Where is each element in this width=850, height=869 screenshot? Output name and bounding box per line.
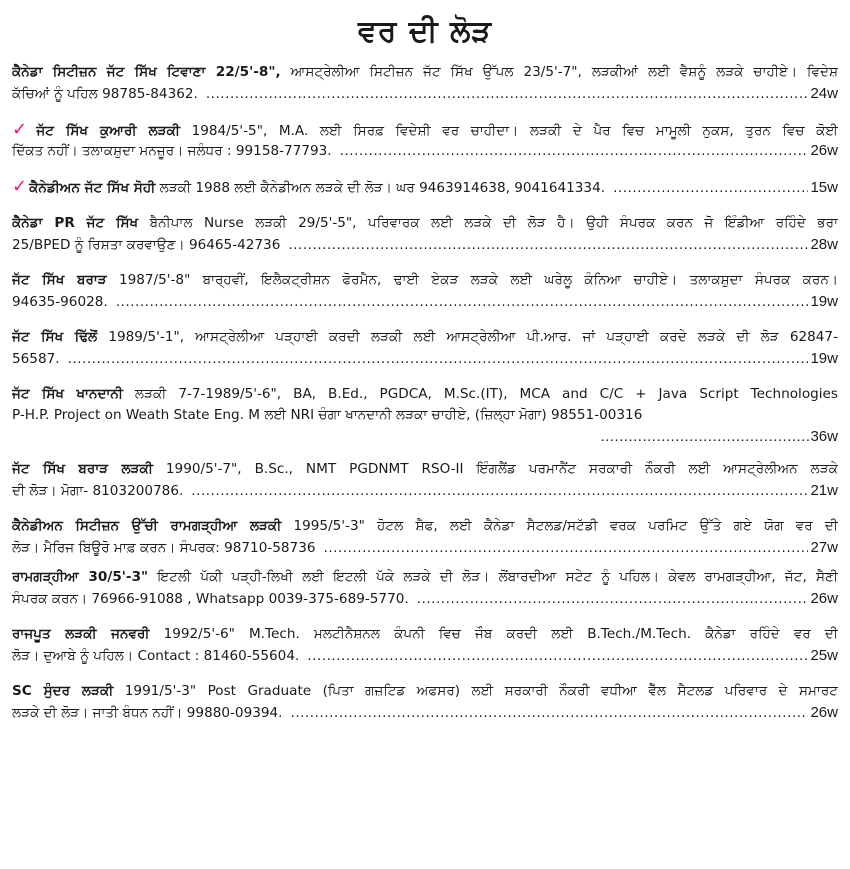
ad-text: 1990/5'-7", B.Sc., NMT PGDNMT RSO-II ਇੰਗਲੈਂਡ ਪਰਮਾਨੈਂਟ ਸਰਕਾਰੀ ਨੌਕਰੀ ਲਈ ਆਸਟ੍ਰੇਲੀਅਨ ਲੜਕੇ [152, 461, 838, 477]
ad-code: 26w [810, 590, 838, 607]
dot-leader [291, 703, 809, 724]
dot-leader [600, 426, 810, 447]
ad-text: 1995/5'-3" ਹੋਟਲ ਸ਼ੈਫ, ਲਈ ਕੈਨੇਡਾ ਸੈਟਲਡ/ਸਟੱਡੀ ਵਰਕ ਪਰਮਿਟ ਉੱਤੇ ਗਏ ਯੋਗ ਵਰ ਦੀ [281, 518, 838, 534]
dot-leader [324, 538, 809, 559]
ad-text: ਲੜਕੀ 1988 ਲਈ ਕੈਨੇਡੀਅਨ ਲੜਕੇ ਦੀ ਲੋੜ। ਘਰ 9463914638, 9041641334. [155, 180, 606, 196]
ad-last-line [12, 140, 838, 162]
ad-code: 28w [810, 236, 838, 253]
ad-code: 36w [810, 428, 838, 445]
ad-line [12, 516, 838, 537]
ad-text: ਲੋੜ। ਮੈਰਿਜ ਬਿਊਰੋ ਮਾਫ਼ ਕਰਨ। ਸੰਪਰਕ: 98710-58736 [12, 540, 316, 556]
ad-last-line [12, 702, 838, 724]
classified-ad [12, 176, 838, 199]
ad-text: 1989/5'-1", ਆਸਟ੍ਰੇਲੀਆ ਪੜ੍ਹਾਈ ਕਰਦੀ ਲੜਕੀ ਲਈ ਆਸਟ੍ਰੇਲੀਆ ਪੀ.ਆਰ. ਜਾਂ ਪੜ੍ਹਾਈ ਕਰਦੇ ਲੜਕੇ ਦੀ ਲੋੜ 62847- [97, 329, 838, 345]
ad-lead: ਕੈਨੇਡੀਅਨ ਜੱਟ ਸਿੱਖ ਸੋਹੀ [29, 180, 156, 196]
dot-leader [417, 589, 809, 610]
ad-last-line [12, 291, 838, 313]
ad-text: 25/BPED ਨੂੰ ਰਿਸ਼ਤਾ ਕਰਵਾਉਣ। 96465-42736 [12, 237, 281, 253]
dot-leader [307, 646, 808, 667]
ad-lead: ਜੱਟ ਸਿੱਖ ਢਿੱਲੋਂ [12, 329, 98, 345]
ad-lead: ਰਾਮਗੜ੍ਹੀਆ 30/5'-3" [12, 569, 149, 585]
ad-code: 24w [810, 85, 838, 102]
ad-code: 26w [810, 704, 838, 721]
ad-text: 94635-96028. [12, 294, 108, 310]
classified-ad [12, 119, 838, 162]
ad-text: 1992/5'-6" M.Tech. ਮਲਟੀਨੈਸ਼ਨਲ ਕੰਪਨੀ ਵਿਚ ਜੌਬ ਕਰਦੀ ਲਈ B.Tech./M.Tech. ਕੈਨੇਡਾ ਰਹਿੰਦੇ ਵਰ ਦੀ [149, 626, 838, 642]
ad-text: ਆਸਟ੍ਰੇਲੀਆ ਸਿਟੀਜ਼ਨ ਜੱਟ ਸਿੱਖ ਉੱਪਲ 23/5'-7", ਲੜਕੀਆਂ ਲਈ ਵੈਸ਼ਨੂੰ ਲੜਕੇ ਚਾਹੀਏ। ਵਿਦੇਸ਼ [280, 64, 838, 80]
ad-code: 19w [810, 350, 838, 367]
ad-last-line [12, 480, 838, 502]
ad-lead: ਜੱਟ ਸਿੱਖ ਖਾਨਦਾਨੀ [12, 386, 123, 402]
check-mark-icon: ✓ [12, 119, 35, 140]
classified-ad [12, 681, 838, 724]
classified-ad [12, 516, 838, 559]
ad-lead: ਕੈਨੇਡਾ PR ਜੱਟ ਸਿੱਖ [12, 215, 139, 231]
ad-code: 21w [810, 482, 838, 499]
page-title: ਵਰ ਦੀ ਲੋੜ [357, 14, 493, 49]
ad-lead: ਜੱਟ ਸਿੱਖ ਬਰਾੜ [12, 272, 107, 288]
ad-text: ਲੜਕੇ ਦੀ ਲੋੜ। ਜਾਤੀ ਬੰਧਨ ਨਹੀਂ। 99880-09394. [12, 705, 283, 721]
ad-line [12, 270, 838, 291]
ad-line [12, 384, 838, 405]
ad-last-line [12, 588, 838, 610]
ad-code: 27w [810, 539, 838, 556]
classified-ad [12, 62, 838, 105]
ad-code: 19w [810, 293, 838, 310]
ad-text: ਲੋੜ। ਦੁਆਬੇ ਨੂੰ ਪਹਿਲ। Contact : 81460-55604. [12, 648, 300, 664]
classified-ad [12, 459, 838, 502]
ad-line [12, 567, 838, 588]
classified-ad [12, 327, 838, 370]
ad-lead: ਰਾਜਪੂਤ ਲੜਕੀ ਜਨਵਰੀ [12, 626, 150, 642]
ad-line [12, 213, 838, 234]
ad-code: 25w [810, 647, 838, 664]
ad-text: 56587. [12, 351, 60, 367]
ad-lead: ਕੈਨੇਡਾ ਸਿਟੀਜ਼ਨ ਜੱਟ ਸਿੱਖ ਟਿਵਾਣਾ 22/5'-8", [12, 64, 281, 80]
classified-ad [12, 624, 838, 667]
ad-last-line [12, 83, 838, 105]
ad-text: ਇਟਲੀ ਪੱਕੀ ਪੜ੍ਹੀ-ਲਿਖੀ ਲਈ ਇਟਲੀ ਪੱਕੇ ਲੜਕੇ ਦੀ ਲੋੜ। ਲੋਂਬਾਰਦੀਆ ਸਟੇਟ ਨੂੰ ਪਹਿਲ। ਕੇਵਲ ਰਾਮਗੜ੍ਹੀਆ, ਜੱਟ, ਸੈਣੀ [148, 569, 838, 585]
ad-text: 1984/5'-5", M.A. ਲਈ ਸਿਰਫ਼ ਵਿਦੇਸ਼ੀ ਵਰ ਚਾਹੀਦਾ। ਲੜਕੀ ਦੇ ਪੈਰ ਵਿਚ ਮਾਮੂਲੀ ਨੁਕਸ, ਤੁਰਨ ਵਿਚ ਕੋਈ [180, 123, 838, 139]
ad-text: ਕੱਚਿਆਂ ਨੂੰ ਪਹਿਲ 98785-84362. [12, 86, 198, 102]
ad-line [12, 459, 838, 480]
ad-last-line [12, 176, 838, 199]
dot-leader [191, 481, 808, 502]
ad-code-row [12, 426, 838, 447]
ad-line: P-H.P. Project on Weath State Eng. M ਲਈ NRI ਚੰਗਾ ਖਾਨਦਾਨੀ ਲੜਕਾ ਚਾਹੀਏ, (ਜ਼ਿਲ੍ਹਾ ਮੋਗਾ) 98551-00316 [12, 407, 643, 423]
dot-leader [613, 178, 808, 199]
ad-lead: ਜੱਟ ਸਿੱਖ ਬਰਾੜ ਲੜਕੀ [12, 461, 153, 477]
classified-ad [12, 213, 838, 256]
classified-ad [12, 567, 838, 610]
dot-leader [116, 292, 809, 313]
dot-leader [340, 141, 809, 162]
ad-lead: ਕੈਨੇਡੀਅਨ ਸਿਟੀਜ਼ਨ ਉੱਚੀ ਰਾਮਗੜ੍ਹੀਆ ਲੜਕੀ [12, 518, 282, 534]
ad-text: ਬੈਨੀਪਾਲ Nurse ਲੜਕੀ 29/5'-5", ਪਰਿਵਾਰਕ ਲਈ ਲੜਕੇ ਦੀ ਲੋੜ ਹੈ। ਉਹੀ ਸੰਪਰਕ ਕਰਨ ਜੋ ਇੰਡੀਆ ਰਹਿੰਦੇ ਭਰਾ [138, 215, 838, 231]
classified-ad [12, 384, 838, 447]
dot-leader [288, 235, 808, 256]
ad-line [12, 624, 838, 645]
ad-text: ਸੰਪਰਕ ਕਰਨ। 76966-91088 , Whatsapp 0039-375-689-5770. [12, 591, 409, 607]
dot-leader [68, 349, 809, 370]
ad-code: 26w [810, 142, 838, 159]
ad-lead: SC ਸੁੰਦਰ ਲੜਕੀ [12, 683, 114, 699]
ad-text: ਲੜਕੀ 7-7-1989/5'-6", BA, B.Ed., PGDCA, M.Sc.(IT), MCA and C/C + Java Script Technologies [122, 386, 838, 402]
ad-line [12, 62, 838, 83]
ad-text: 1991/5'-3" Post Graduate (ਪਿਤਾ ਗਜ਼ਟਿਡ ਅਫਸਰ) ਲਈ ਸਰਕਾਰੀ ਨੌਕਰੀ ਵਧੀਆ ਵੈੱਲ ਸੈਟਲਡ ਪਰਿਵਾਰ ਦੇ ਸਮਾਰਟ [113, 683, 838, 699]
ad-line [12, 119, 838, 140]
ad-line [12, 327, 838, 348]
ad-text: 1987/5'-8" ਬਾਰ੍ਹਵੀਂ, ਇਲੈਕਟ੍ਰੀਸ਼ਨ ਫੋਰਮੈਨ, ਢਾਈ ਏਕੜ ਲੜਕੇ ਲਈ ਘਰੇਲੂ ਕੰਨਿਆ ਚਾਹੀਏ। ਤਲਾਕਸ਼ੁਦਾ ਸੰਪਰਕ ਕਰਨ। [106, 272, 838, 288]
ad-last-line [12, 234, 838, 256]
check-mark-icon: ✓ [12, 176, 28, 197]
ad-last-line [12, 348, 838, 370]
ad-text: ਦਿੱਕਤ ਨਹੀਂ। ਤਲਾਕਸ਼ੁਦਾ ਮਨਜ਼ੂਰ। ਜਲੰਧਰ : 99158-77793. [12, 143, 332, 159]
ad-code: 15w [810, 179, 838, 196]
classified-ad [12, 270, 838, 313]
dot-leader [206, 84, 809, 105]
ad-last-line [12, 537, 838, 559]
ad-line [12, 681, 838, 702]
ad-lead: ਜੱਟ ਸਿੱਖ ਕੁਆਰੀ ਲੜਕੀ [36, 123, 180, 139]
ad-text: ਦੀ ਲੋੜ। ਮੋਗਾ- 8103200786. [12, 483, 184, 499]
ad-last-line [12, 645, 838, 667]
